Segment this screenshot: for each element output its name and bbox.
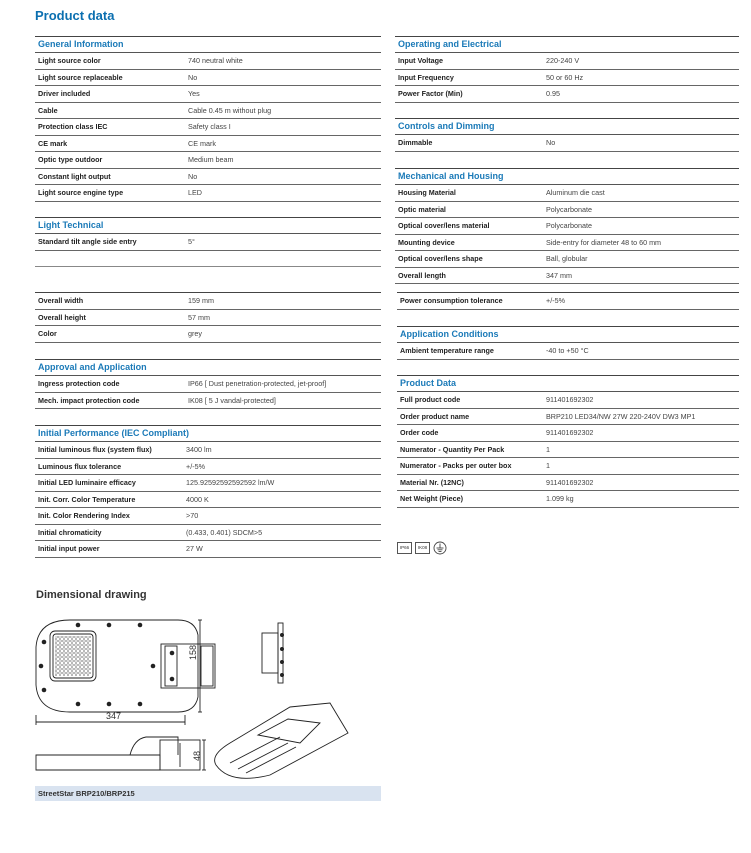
row-label: Housing Material bbox=[398, 188, 456, 197]
table-row bbox=[35, 508, 381, 525]
section-header: Light Technical bbox=[35, 218, 381, 234]
row-label: Color bbox=[38, 329, 57, 338]
section-light-technical bbox=[35, 217, 381, 267]
table-row bbox=[35, 393, 381, 410]
row-value: No bbox=[188, 72, 198, 82]
row-value: Medium beam bbox=[188, 155, 234, 164]
section-application-conditions bbox=[397, 326, 739, 360]
section-general-information bbox=[35, 36, 381, 202]
table-row bbox=[395, 70, 739, 87]
row-label: Power Factor (Min) bbox=[398, 89, 463, 98]
table-row bbox=[35, 459, 381, 476]
row-value: Polycarbonate bbox=[546, 204, 592, 214]
row-value: No bbox=[188, 171, 198, 181]
section-header: Application Conditions bbox=[397, 327, 739, 343]
width-dimension-label: 158 bbox=[188, 644, 198, 660]
row-label: Overall height bbox=[38, 312, 86, 322]
table-row bbox=[395, 202, 739, 219]
row-label: Input Frequency bbox=[398, 72, 454, 82]
row-value: 50 or 60 Hz bbox=[546, 72, 584, 82]
table-row bbox=[397, 425, 739, 442]
row-value: +/-5% bbox=[186, 461, 205, 471]
section-power-tolerance bbox=[397, 292, 739, 310]
row-label: Numerator - Quantity Per Pack bbox=[400, 444, 505, 454]
section-mechanical-housing bbox=[395, 168, 739, 284]
row-label: Overall length bbox=[398, 270, 446, 280]
row-value: 57 mm bbox=[188, 312, 210, 322]
section-product-data bbox=[397, 375, 739, 508]
row-label: Material Nr. (12NC) bbox=[400, 477, 464, 487]
section-initial-performance bbox=[35, 425, 381, 558]
row-value: CE mark bbox=[188, 138, 216, 148]
row-label: Dimmable bbox=[398, 138, 433, 147]
section-approval-application bbox=[35, 359, 381, 409]
row-value: grey bbox=[188, 329, 202, 338]
row-value: 911401692302 bbox=[546, 428, 594, 437]
row-label: Input Voltage bbox=[398, 56, 443, 65]
row-label: Net Weight (Piece) bbox=[400, 494, 463, 503]
row-value: BRP210 LED34/NW 27W 220-240V DW3 MP1 bbox=[546, 411, 696, 421]
row-value: (0.433, 0.401) SDCM>5 bbox=[186, 527, 263, 537]
table-row bbox=[35, 492, 381, 509]
ip66-icon: IP66 bbox=[397, 542, 412, 554]
section-dimensions bbox=[35, 292, 381, 343]
row-label: Ingress protection code bbox=[38, 379, 120, 388]
table-row bbox=[395, 86, 739, 103]
row-value: 0.95 bbox=[546, 89, 560, 98]
row-value: 5° bbox=[188, 237, 195, 246]
row-label: Standard tilt angle side entry bbox=[38, 237, 137, 246]
table-row bbox=[35, 152, 381, 169]
table-row bbox=[397, 392, 739, 409]
row-value: Side-entry for diameter 48 to 60 mm bbox=[546, 237, 662, 247]
row-label: Luminous flux tolerance bbox=[38, 461, 122, 471]
row-label: Order product name bbox=[400, 411, 470, 421]
row-label: Optical cover/lens shape bbox=[398, 254, 483, 263]
section-header: Controls and Dimming bbox=[395, 119, 739, 135]
earth-ground-icon bbox=[433, 541, 447, 555]
table-row bbox=[35, 442, 381, 459]
row-label: Initial luminous flux (system flux) bbox=[38, 445, 152, 454]
dimensional-drawing bbox=[30, 615, 380, 785]
row-label: Ambient temperature range bbox=[400, 346, 494, 355]
table-row bbox=[35, 86, 381, 103]
table-row bbox=[397, 475, 739, 492]
row-value: Ball, globular bbox=[546, 254, 588, 263]
row-value: 1 bbox=[546, 444, 550, 454]
row-value: Cable 0.45 m without plug bbox=[188, 105, 272, 115]
table-row bbox=[397, 343, 739, 360]
row-value: 4000 K bbox=[186, 494, 209, 504]
ik08-icon: IK08 bbox=[415, 542, 430, 554]
row-label: Optic type outdoor bbox=[38, 155, 103, 164]
row-value: -40 to +50 °C bbox=[546, 346, 589, 355]
table-row bbox=[35, 70, 381, 87]
section-header: Product Data bbox=[397, 376, 739, 392]
table-row bbox=[397, 442, 739, 459]
empty-row bbox=[35, 251, 381, 267]
row-label: Order code bbox=[400, 428, 439, 437]
table-row bbox=[35, 376, 381, 393]
table-row bbox=[35, 541, 381, 558]
section-controls-dimming bbox=[395, 118, 739, 152]
table-row bbox=[395, 268, 739, 285]
row-label: Protection class IEC bbox=[38, 122, 108, 131]
row-value: IK08 [ 5 J vandal-protected] bbox=[188, 395, 276, 405]
table-row bbox=[397, 491, 739, 508]
row-label: Light source color bbox=[38, 56, 101, 65]
row-value: IP66 [ Dust penetration-protected, jet-proof] bbox=[188, 379, 327, 388]
row-value: 27 W bbox=[186, 544, 203, 553]
row-label: Init. Corr. Color Temperature bbox=[38, 494, 136, 504]
row-label: Driver included bbox=[38, 89, 91, 98]
table-row bbox=[35, 103, 381, 120]
row-label: Light source replaceable bbox=[38, 72, 123, 82]
row-label: Mounting device bbox=[398, 237, 455, 247]
row-value: Yes bbox=[188, 89, 200, 98]
table-row bbox=[35, 293, 381, 310]
row-label: Cable bbox=[38, 105, 58, 115]
table-row bbox=[397, 409, 739, 426]
table-row bbox=[35, 169, 381, 186]
table-row bbox=[397, 458, 739, 475]
row-value: 911401692302 bbox=[546, 395, 594, 404]
row-value: 220-240 V bbox=[546, 56, 580, 65]
table-row bbox=[395, 218, 739, 235]
row-label: CE mark bbox=[38, 138, 68, 148]
row-label: Power consumption tolerance bbox=[400, 296, 503, 305]
section-header: Operating and Electrical bbox=[395, 37, 739, 53]
drawing-caption: StreetStar BRP210/BRP215 bbox=[35, 786, 381, 801]
row-value: 1.099 kg bbox=[546, 494, 574, 503]
section-operating-electrical bbox=[395, 36, 739, 103]
table-row bbox=[35, 53, 381, 70]
row-value: No bbox=[546, 138, 556, 147]
table-row bbox=[395, 235, 739, 252]
dimensional-drawing-title: Dimensional drawing bbox=[36, 589, 147, 601]
section-header: Initial Performance (IEC Compliant) bbox=[35, 426, 381, 442]
row-value: +/-5% bbox=[546, 296, 565, 305]
row-value: 911401692302 bbox=[546, 477, 594, 487]
row-label: Init. Color Rendering Index bbox=[38, 511, 130, 520]
row-value: 347 mm bbox=[546, 270, 572, 280]
row-label: Optic material bbox=[398, 204, 446, 214]
row-value: 3400 lm bbox=[186, 445, 212, 454]
table-row bbox=[35, 136, 381, 153]
row-label: Mech. impact protection code bbox=[38, 395, 140, 405]
row-label: Initial chromaticity bbox=[38, 527, 102, 537]
row-value: LED bbox=[188, 188, 202, 197]
table-row bbox=[395, 251, 739, 268]
section-header: Approval and Application bbox=[35, 360, 381, 376]
row-value: Polycarbonate bbox=[546, 221, 592, 230]
row-label: Overall width bbox=[38, 296, 84, 305]
table-row bbox=[397, 293, 739, 310]
table-row bbox=[35, 234, 381, 251]
row-value: Aluminum die cast bbox=[546, 188, 605, 197]
row-value: 1 bbox=[546, 461, 550, 470]
certification-icons bbox=[397, 541, 447, 555]
section-header: Mechanical and Housing bbox=[395, 169, 739, 185]
row-label: Initial LED luminaire efficacy bbox=[38, 478, 136, 487]
table-row bbox=[35, 310, 381, 327]
row-value: 125.92592592592592 lm/W bbox=[186, 478, 275, 487]
row-value: >70 bbox=[186, 511, 199, 520]
table-row bbox=[35, 475, 381, 492]
page-title: Product data bbox=[35, 8, 115, 23]
length-dimension-label: 347 bbox=[106, 711, 122, 721]
row-label: Numerator - Packs per outer box bbox=[400, 461, 512, 470]
row-label: Initial input power bbox=[38, 544, 100, 553]
table-row bbox=[35, 326, 381, 343]
table-row bbox=[35, 525, 381, 542]
section-header: General Information bbox=[35, 37, 381, 53]
row-value: 159 mm bbox=[188, 296, 214, 305]
table-row bbox=[35, 185, 381, 202]
row-label: Full product code bbox=[400, 395, 461, 404]
row-value: 740 neutral white bbox=[188, 56, 243, 65]
table-row bbox=[395, 53, 739, 70]
table-row bbox=[395, 135, 739, 152]
row-value: Safety class I bbox=[188, 122, 231, 131]
row-label: Light source engine type bbox=[38, 188, 124, 197]
table-row bbox=[35, 119, 381, 136]
row-label: Optical cover/lens material bbox=[398, 221, 490, 230]
height-dimension-label: 48 bbox=[192, 750, 202, 761]
table-row bbox=[395, 185, 739, 202]
row-label: Constant light output bbox=[38, 171, 111, 181]
